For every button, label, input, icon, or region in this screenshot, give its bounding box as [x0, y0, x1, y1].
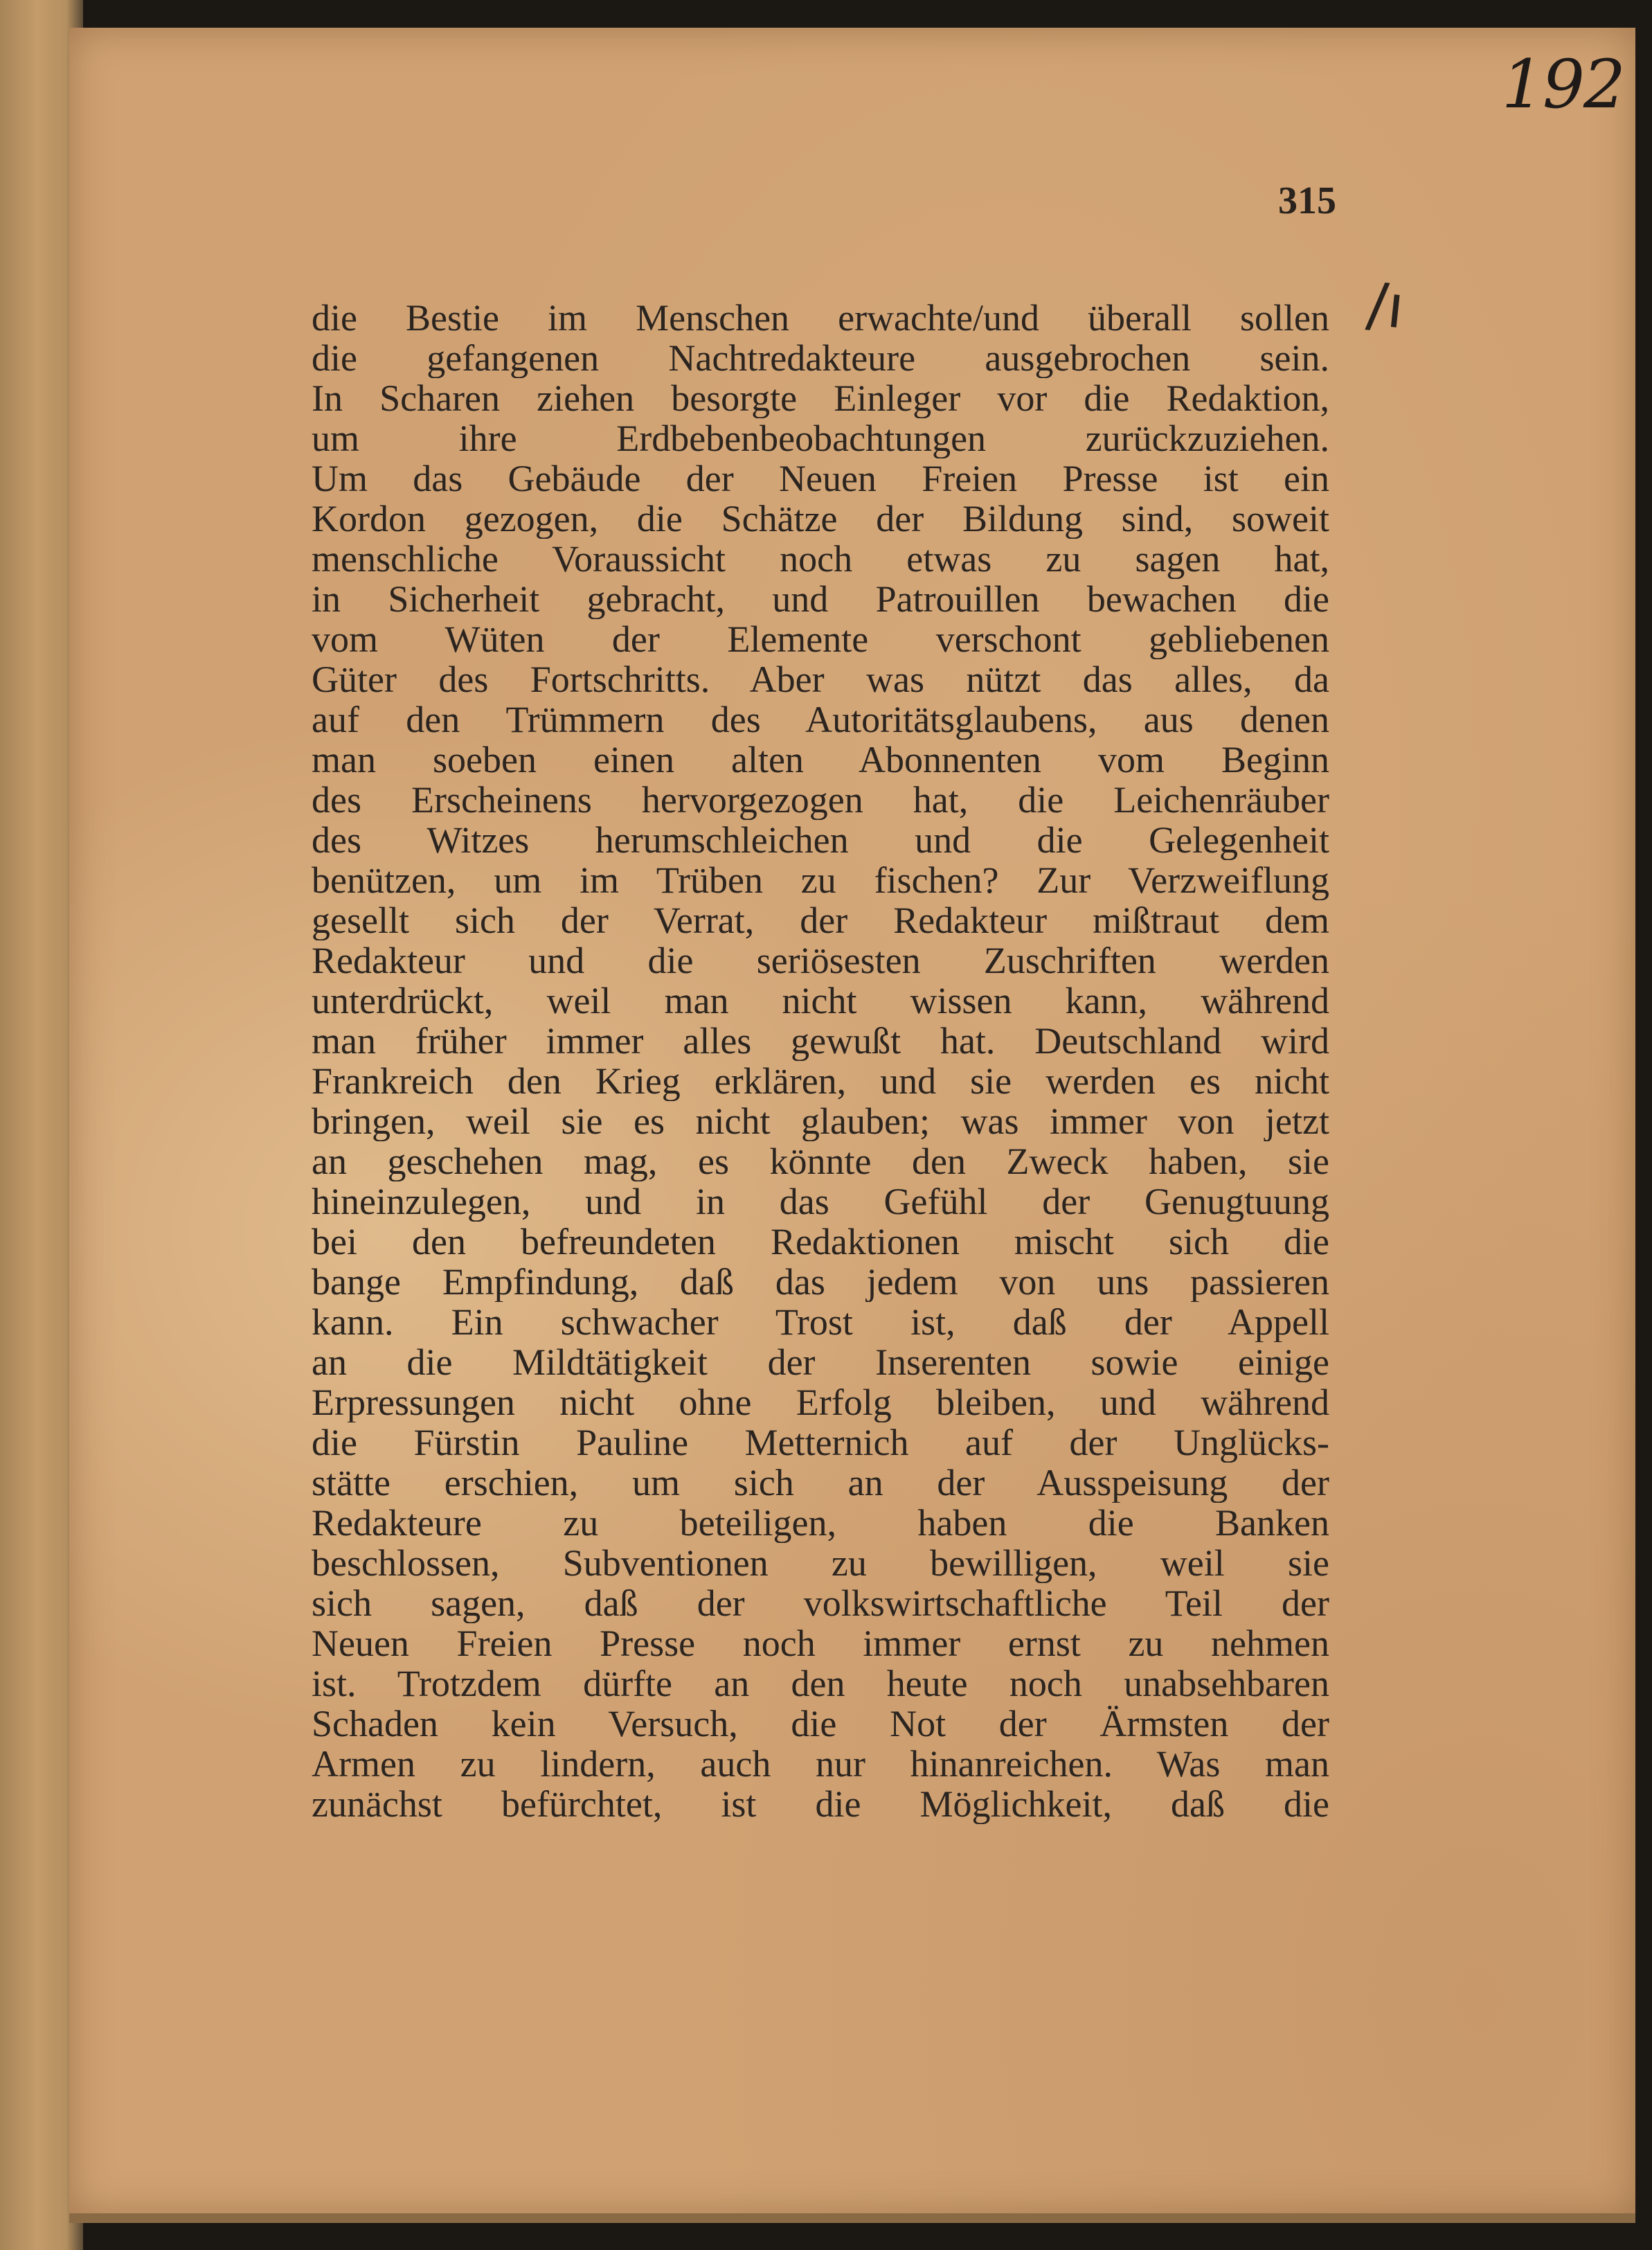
text-line: menschliche Voraussicht noch etwas zu sagen hat,: [312, 539, 1329, 579]
text-line: an geschehen mag, es könnte den Zweck haben, sie: [312, 1141, 1329, 1181]
text-line: kann. Ein schwacher Trost ist, daß der Appell: [312, 1302, 1329, 1342]
archive-page-number: 192: [1501, 46, 1624, 123]
text-line: sich sagen, daß der volkswirtschaftliche Teil der: [312, 1583, 1329, 1623]
page-number: 315: [1278, 179, 1336, 222]
text-line: stätte erschien, um sich an der Ausspeisung der: [312, 1463, 1329, 1503]
text-line: um ihre Erdbebenbeobachtungen zurückzuziehen.: [312, 418, 1329, 458]
text-line: an die Mildtätigkeit der Inserenten sowie einige: [312, 1342, 1329, 1382]
page-bottom-edge: [69, 2213, 1635, 2223]
margin-annotation: /ı: [1363, 269, 1408, 343]
text-line: Frankreich den Krieg erklären, und sie werden es nicht: [312, 1061, 1329, 1101]
text-line: die Fürstin Pauline Metternich auf der Unglücks-: [312, 1422, 1329, 1463]
text-line: man früher immer alles gewußt hat. Deutschland wird: [312, 1021, 1329, 1061]
text-line: vom Wüten der Elemente verschont gebliebenen: [312, 619, 1329, 659]
text-line: Neuen Freien Presse noch immer ernst zu nehmen: [312, 1623, 1329, 1663]
text-line: bei den befreundeten Redaktionen mischt sich die: [312, 1222, 1329, 1262]
text-line: gesellt sich der Verrat, der Redakteur mißtraut dem: [312, 900, 1329, 940]
text-line: ist. Trotzdem dürfte an den heute noch unabsehbaren: [312, 1663, 1329, 1704]
text-line: Erpressungen nicht ohne Erfolg bleiben, und während: [312, 1382, 1329, 1422]
text-line: die gefangenen Nachtredakteure ausgebrochen sein.: [312, 338, 1329, 378]
text-line: die Bestie im Menschen erwachte/und überall sollen: [312, 298, 1329, 338]
text-line: Güter des Fortschritts. Aber was nützt das alles, da: [312, 659, 1329, 699]
text-line: In Scharen ziehen besorgte Einleger vor die Redaktion,: [312, 378, 1329, 418]
text-line: Um das Gebäude der Neuen Freien Presse ist ein: [312, 458, 1329, 499]
body-text: [312, 298, 1329, 1824]
text-line: des Erscheinens hervorgezogen hat, die Leichenräuber: [312, 780, 1329, 820]
text-line: Redakteur und die seriösesten Zuschriften werden: [312, 940, 1329, 981]
text-line: in Sicherheit gebracht, und Patrouillen bewachen die: [312, 579, 1329, 619]
text-line: zunächst befürchtet, ist die Möglichkeit, daß die: [312, 1784, 1329, 1824]
text-line: unterdrückt, weil man nicht wissen kann, während: [312, 981, 1329, 1021]
text-line: Kordon gezogen, die Schätze der Bildung sind, soweit: [312, 499, 1329, 539]
text-line: Redakteure zu beteiligen, haben die Banken: [312, 1503, 1329, 1543]
text-line: auf den Trümmern des Autoritätsglaubens, aus denen: [312, 699, 1329, 740]
text-line: hineinzulegen, und in das Gefühl der Genugtuung: [312, 1181, 1329, 1222]
text-line: benützen, um im Trüben zu fischen? Zur Verzweiflung: [312, 860, 1329, 900]
text-line: beschlossen, Subventionen zu bewilligen, weil sie: [312, 1543, 1329, 1583]
text-line: Armen zu lindern, auch nur hinanreichen. Was man: [312, 1744, 1329, 1784]
text-line: man soeben einen alten Abonnenten vom Beginn: [312, 740, 1329, 780]
text-line: Schaden kein Versuch, die Not der Ärmsten der: [312, 1704, 1329, 1744]
text-line: des Witzes herumschleichen und die Gelegenheit: [312, 820, 1329, 860]
text-line: bringen, weil sie es nicht glauben; was immer von jetzt: [312, 1101, 1329, 1141]
text-line: bange Empfindung, daß das jedem von uns passieren: [312, 1262, 1329, 1302]
